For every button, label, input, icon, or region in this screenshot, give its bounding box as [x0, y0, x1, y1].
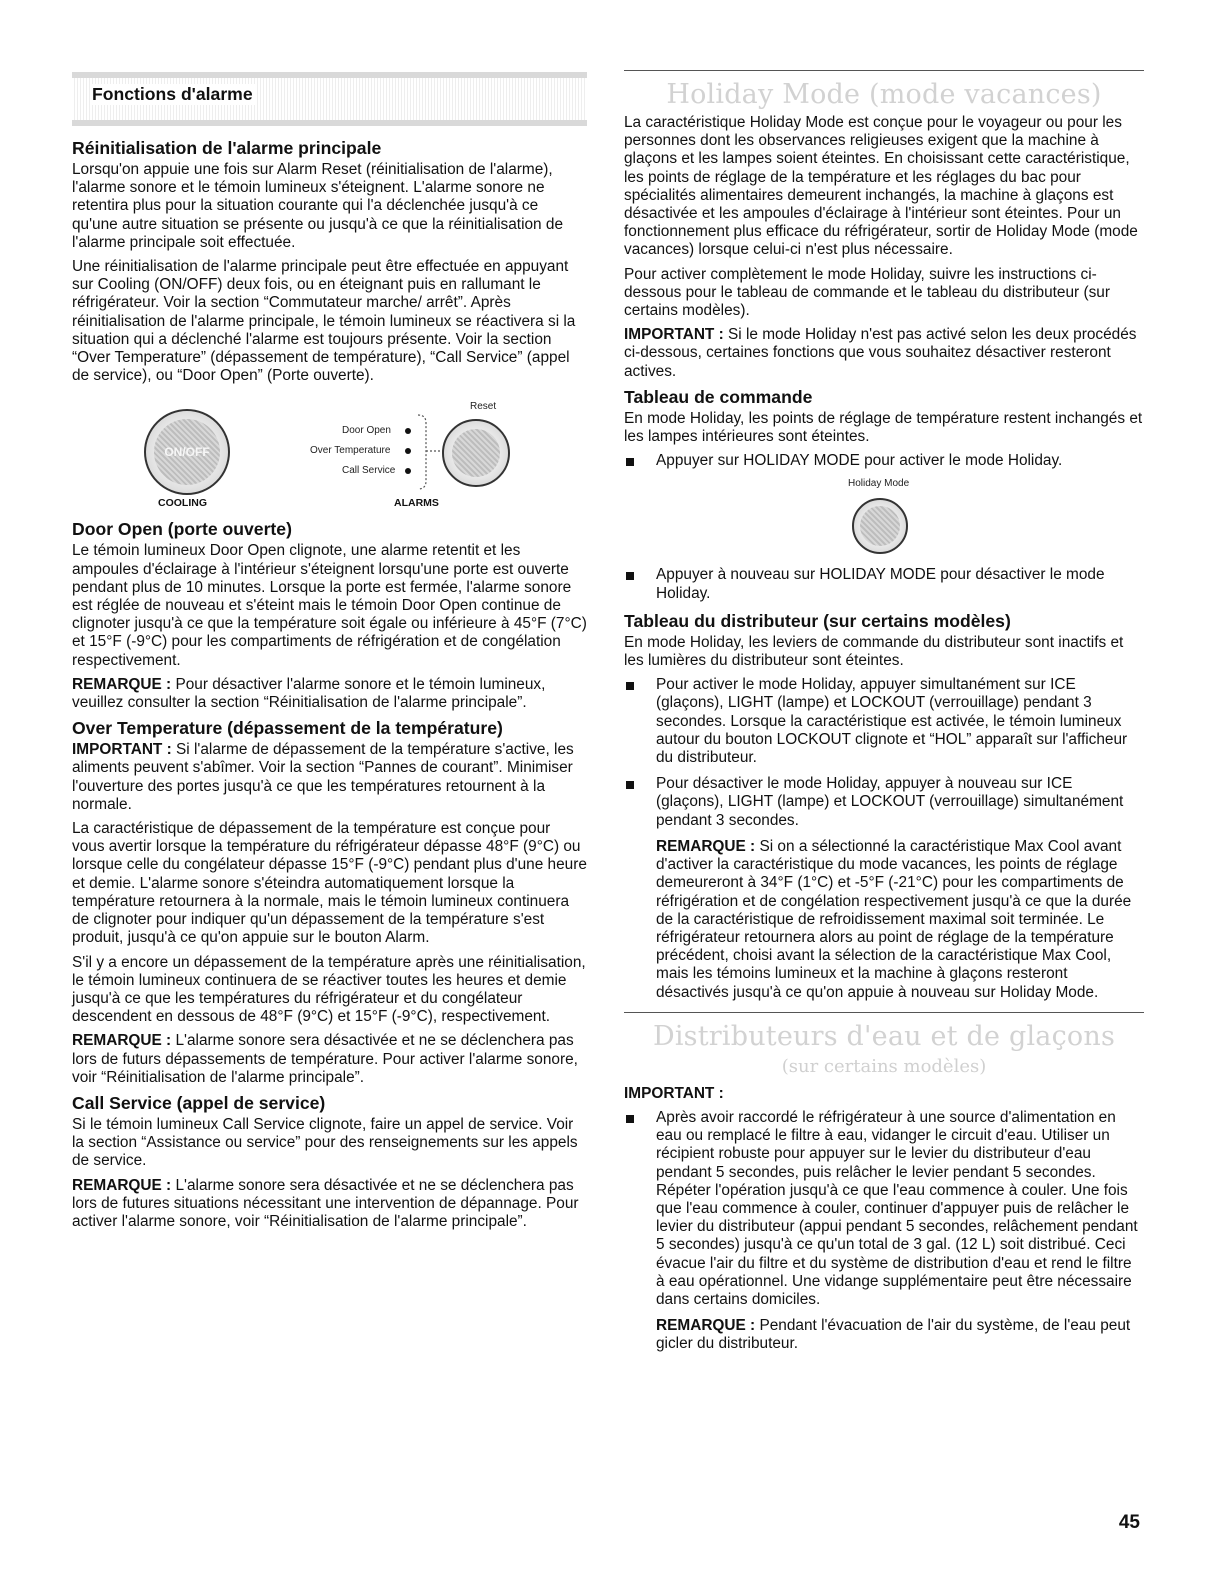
important-label: IMPORTANT :: [624, 1084, 724, 1102]
list-item: [624, 566, 1144, 602]
list-item-text: Pour activer le mode Holiday, appuyer simultanément sur ICE (glaçons), LIGHT (lampe) et LOCKOUT (verrouillage) pendant 3 secondes. Lorsque la caractéristique est activée, le témoin lumineux autour du bouton LOCKOUT clignote et “HOL” apparaît sur l'afficheur du distributeur.: [656, 676, 1128, 767]
over-temperature-label: Over Temperature: [310, 445, 391, 457]
note-paragraph: [72, 676, 587, 712]
paragraph: En mode Holiday, les points de réglage de température restent inchangés et les lampes intérieures sont éteintes.: [624, 409, 1143, 446]
important-paragraph: [72, 741, 587, 814]
heading-dispenser-panel: Tableau du distributeur (sur certains modèles): [624, 610, 1011, 631]
note-text: L'alarme sonore sera désactivée et ne se déclenchera pas lors de futurs dépassements de température. Pour activer l'alarme sonore, voir “Réinitialisation de l'alarme principale”.: [72, 1032, 578, 1086]
paragraph: Si le témoin lumineux Call Service clignote, faire un appel de service. Voir la section “Assistance ou service” pour des renseignements sur les appels de service.: [72, 1115, 578, 1170]
paragraph: Une réinitialisation de l'alarme principale peut être effectuée en appuyant sur Cooling (ON/OFF) deux fois, ou en éteignant puis en rallumant le réfrigérateur. Voir la section “Commutateur marche/ arrêt”. Après réinitialisation de l'alarme principale, le témoin lumineux se réactivera si la situation qui a déclenché l'alarme est toujours présente. Voir la section “Over Temperature” (dépassement de température), “Call Service” (appel de service), ou “Door Open” (Porte ouverte).: [72, 258, 576, 385]
holiday-button-diagram: [624, 478, 1144, 560]
note-label: REMARQUE :: [72, 1032, 172, 1050]
list-item: [624, 452, 1144, 470]
cooling-caption: COOLING: [158, 497, 207, 510]
dispensers-subtitle: (sur certains modèles): [781, 1055, 987, 1077]
call-service-label: Call Service: [342, 465, 396, 477]
reset-label: Reset: [470, 401, 497, 413]
control-panel-diagram: [72, 397, 587, 509]
bullet-icon: [626, 682, 634, 690]
reset-button-icon: [442, 419, 510, 487]
divider: [624, 70, 1144, 71]
bullet-icon: [626, 1115, 634, 1123]
note-label: REMARQUE :: [656, 1317, 756, 1335]
important-paragraph: [624, 326, 1144, 381]
paragraph: S'il y a encore un dépassement de la température après une réinitialisation, le témoin lumineux continuera de se réactiver toutes les heures et demie jusqu'à ce que les températures du réfrigérateur et du congélateur descendent en dessous de 48°F (9°C) et 15°F (-9°C), respectivement.: [72, 953, 586, 1026]
note-label: REMARQUE :: [656, 837, 756, 855]
page-number: 45: [1118, 1512, 1140, 1533]
list-item-text: Pour désactiver le mode Holiday, appuyer à nouveau sur ICE (glaçons), LIGHT (lampe) et LOCKOUT (verrouillage) simultanément pendant 3 secondes.: [656, 775, 1124, 829]
important-label: IMPORTANT :: [72, 741, 172, 759]
note-label: REMARQUE :: [72, 675, 172, 693]
list-item-text: Après avoir raccordé le réfrigérateur à une source d'alimentation en eau ou remplacé le filtre à eau, vidanger le circuit d'eau. Utiliser un récipient robuste pour appuyer sur le levier du distributeur d'eau pendant 5 secondes, puis relâcher le levier pendant 5 secondes. Répéter l'opération jusqu'à ce que l'eau commence à couler. Une fois que l'eau commence à couler, continuer d'appuyer puis de relâcher le levier du distributeur (appui pendant 5 secondes, relâchement pendant 5 secondes) jusqu'à ce qu'un total de 3 gal. (12 L) soit distribué. Ceci évacue l'air du filtre et du système de distribution d'eau et rend le filtre à eau opérationnel. Une vidange supplémentaire peut être nécessaire dans certains domiciles.: [656, 1108, 1138, 1308]
note-paragraph: [624, 838, 1144, 1002]
heading-alarm-reset: Réinitialisation de l'alarme principale: [72, 138, 382, 158]
list-item: [624, 676, 1144, 767]
note-text: Si on a sélectionné la caractéristique Max Cool avant d'activer la caractéristique du mode vacances, les points de réglage demeureront à 34°F (1°C) et -5°F (-21°C) pour les compartiments de réfrigération et de congélation respectivement jusqu'à ce que la durée de la caractéristique de refroidissement maximal soit terminée. Le réfrigérateur retournera alors au point de réglage de la température précédent, choisi avant la sélection de la caractéristique Max Cool, mais les témoins lumineux et la machine à glaçons resteront désactivés jusqu'à ce qu'on appuie à nouveau sur Holiday Mode.: [656, 837, 1132, 1001]
holiday-mode-label: Holiday Mode: [848, 478, 910, 490]
paragraph: La caractéristique de dépassement de la température est conçue pour vous avertir lorsque la température du réfrigérateur dépasse 48°F (9°C) ou lorsque celle du congélateur dépasse 15°F (-9°C) pendant plus d'une heure et demie. L'alarme sonore s'éteindra automatiquement lorsque la température retournera à la normale, mais le témoin lumineux continuera de clignoter pour indiquer qu'un dépassement de la température s'est produit, jusqu'à ce qu'on appuie sur le bouton Alarm.: [72, 820, 587, 947]
list-item-text: Appuyer à nouveau sur HOLIDAY MODE pour désactiver le mode Holiday.: [656, 566, 1105, 602]
heading-control-panel: Tableau de commande: [624, 386, 813, 407]
note-paragraph: [624, 1317, 1144, 1353]
paragraph: Lorsqu'on appuie une fois sur Alarm Reset (réinitialisation de l'alarme), l'alarme sonore et le témoin lumineux s'éteignent. L'alarme sonore ne retentira plus pour la situation courante qui l'a déclenchée jusqu'à ce qu'une autre situation se présente ou jusqu'à ce que la réinitialisation de l'alarme principale soit effectuée.: [72, 161, 564, 251]
left-column: [72, 60, 587, 1237]
door-open-indicator-icon: [405, 428, 411, 434]
heading-over-temperature: Over Temperature (dépassement de la température): [72, 718, 503, 739]
note-label: REMARQUE :: [72, 1176, 172, 1194]
door-open-label: Door Open: [342, 425, 391, 437]
note-paragraph: [72, 1032, 587, 1087]
heading-call-service: Call Service (appel de service): [72, 1092, 326, 1113]
paragraph: Pour activer complètement le mode Holiday, suivre les instructions ci-dessous pour le tableau de commande et le tableau du distributeur (sur certains modèles).: [624, 265, 1110, 320]
right-column: [624, 70, 1144, 1360]
holiday-mode-button-icon: [852, 498, 908, 554]
note-text: L'alarme sonore sera désactivée et ne se déclenchera pas lors de futures situations nécessitant une intervention de dépannage. Pour activer l'alarme sonore, voir “Réinitialisation de l'alarme principale”.: [72, 1176, 579, 1230]
paragraph: Le témoin lumineux Door Open clignote, une alarme retentit et les ampoules d'éclairage à l'intérieur s'éteignent lorsqu'une porte est ouverte pendant plus de 10 minutes. Lorsque la porte est fermée, l'alarme sonore est réglée de nouveau et s'éteint mais le témoin Door Open continue de clignoter jusqu'à ce que la température soit égale ou inférieure à 45°F (7°C) et 15°F (-9°C) pour les compartiments de réfrigération et de congélation respectivement.: [72, 542, 587, 669]
paragraph: La caractéristique Holiday Mode est conçue pour le voyageur ou pour les personnes dont les observances religieuses exigent que la machine à glaçons et les lampes soient éteintes. En choisissant cette caractéristique, les points de réglage de la température et les réglages du bac pour spécialités alimentaires demeurent inchangés, la machine à glaçons est désactivée et les ampoules d'éclairage à l'intérieur sont éteintes. Pour un fonctionnement plus efficace du réfrigérateur, sortir de Holiday Mode (mode vacances) lorsque celui-ci n'est plus nécessaire.: [624, 114, 1138, 259]
paragraph: En mode Holiday, les leviers de commande du distributeur sont inactifs et les lumières du distributeur sont éteintes.: [624, 633, 1124, 670]
knob-label: ON/OFF: [164, 445, 210, 460]
bullet-icon: [626, 458, 634, 466]
heading-door-open: Door Open (porte ouverte): [72, 519, 292, 540]
note-paragraph: [72, 1177, 587, 1232]
over-temperature-indicator-icon: [405, 448, 411, 454]
note-text: Pour désactiver l'alarme sonore et le témoin lumineux, veuillez consulter la section “Réinitialisation de l'alarme principale”.: [72, 675, 546, 712]
section-title: Fonctions d'alarme: [92, 84, 253, 104]
dispensers-title: Distributeurs d'eau et de glaçons: [652, 1020, 1115, 1052]
divider: [624, 1012, 1144, 1013]
list-item-text: Appuyer sur HOLIDAY MODE pour activer le mode Holiday.: [656, 452, 1063, 470]
holiday-mode-title: Holiday Mode (mode vacances): [666, 79, 1102, 110]
section-band: [72, 72, 587, 126]
bullet-icon: [626, 781, 634, 789]
alarms-caption: ALARMS: [394, 497, 439, 510]
list-item: [624, 775, 1144, 830]
bullet-icon: [626, 572, 634, 580]
note-text: Pendant l'évacuation de l'air du système, de l'eau peut gicler du distributeur.: [656, 1317, 1131, 1353]
cooling-button-icon: [144, 409, 230, 495]
important-label: IMPORTANT :: [624, 326, 724, 344]
list-item: [624, 1109, 1144, 1309]
important-text: Si le mode Holiday n'est pas activé selon les deux procédés ci-dessous, certaines fonctions que vous souhaitez désactiver resteront actives.: [624, 326, 1137, 380]
call-service-indicator-icon: [405, 468, 411, 474]
important-text: Si l'alarme de dépassement de la température s'active, les aliments peuvent s'abîmer. Voir la section “Pannes de courant”. Minimiser l'ouverture des portes jusqu'à ce que les températures retournent à la normale.: [72, 741, 574, 813]
